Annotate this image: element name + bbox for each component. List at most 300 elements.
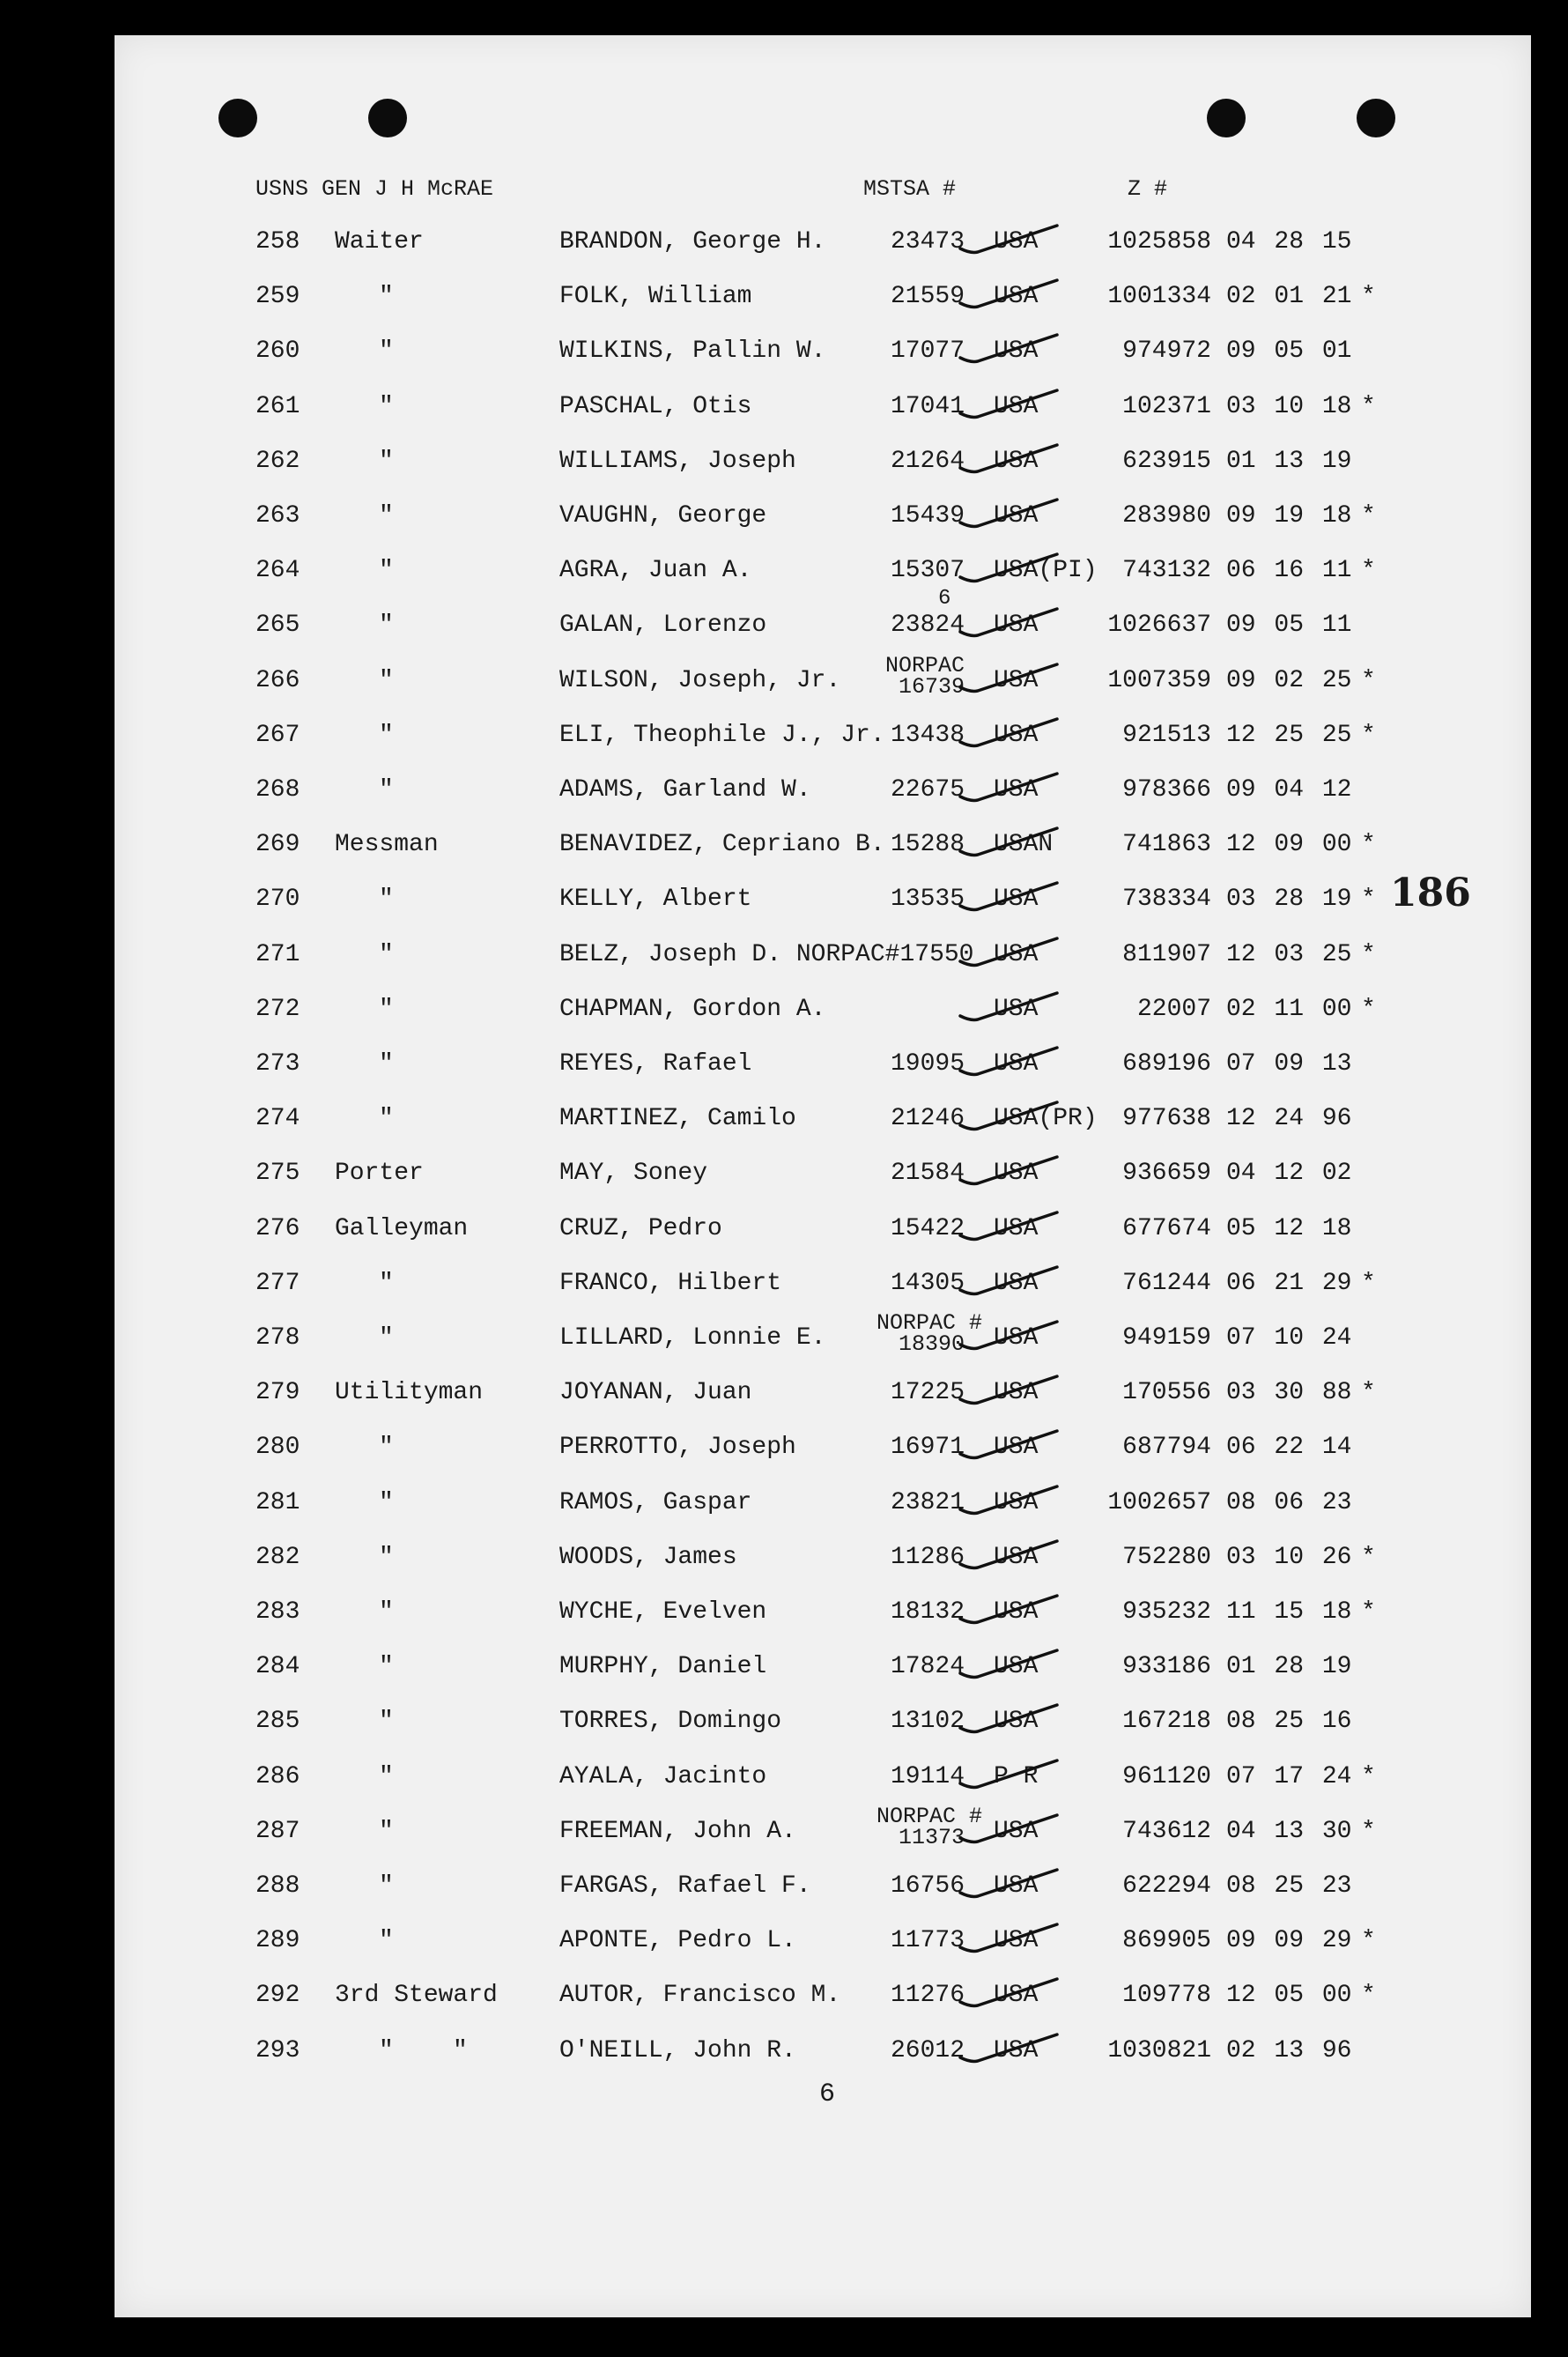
check-mark-icon <box>951 1260 1066 1304</box>
table-row <box>115 1872 1531 1926</box>
z-number: 949159 <box>1122 1324 1211 1352</box>
check-mark-icon <box>951 1698 1066 1742</box>
citizenship: USA <box>994 1543 1039 1571</box>
mstsa-number: 23824 <box>890 611 965 640</box>
citizenship: USAN <box>994 831 1054 859</box>
mstsa-number: 15422 <box>890 1214 965 1242</box>
page-number: 6 <box>819 2079 836 2109</box>
check-mark-icon <box>951 1589 1066 1633</box>
asterisk-mark: * <box>1361 721 1376 749</box>
row-number: 272 <box>255 995 300 1023</box>
table-row <box>115 1762 1531 1817</box>
table-row <box>115 1269 1531 1323</box>
birth-date: 11 15 18 <box>1226 1598 1352 1626</box>
mstsa-number: NORPAC # 11373 <box>876 1803 983 1850</box>
birth-date: 07 10 24 <box>1226 1324 1352 1352</box>
crew-name: CHAPMAN, Gordon A. <box>559 995 826 1023</box>
crew-name: MARTINEZ, Camilo <box>559 1105 796 1133</box>
mstsa-number: 21584 <box>890 1160 965 1188</box>
table-row <box>115 447 1531 501</box>
mstsa-number: 11276 <box>890 1982 965 2010</box>
row-number: 267 <box>255 721 300 749</box>
check-mark-stroke <box>960 1650 1057 1678</box>
z-number: 22007 <box>1136 995 1211 1023</box>
mstsa-number: 17041 <box>890 392 965 420</box>
table-row <box>115 1049 1531 1104</box>
rating: Galleyman <box>335 1214 469 1242</box>
check-mark-icon <box>951 1205 1066 1249</box>
check-mark-icon <box>951 1150 1066 1194</box>
check-mark-icon <box>951 328 1066 372</box>
crew-name: REYES, Rafael <box>559 1050 752 1078</box>
birth-date: 04 12 02 <box>1226 1160 1352 1188</box>
mstsa-number: 16971 <box>890 1434 965 1462</box>
punch-hole <box>1207 99 1246 137</box>
z-number: 1025858 <box>1107 228 1211 256</box>
rating: " <box>379 611 394 640</box>
z-number: 623915 <box>1122 447 1211 475</box>
check-mark-icon <box>951 1808 1066 1852</box>
crew-name: WOODS, James <box>559 1543 737 1571</box>
crew-name: CRUZ, Pedro <box>559 1214 722 1242</box>
citizenship: USA <box>994 1324 1039 1352</box>
row-number: 269 <box>255 831 300 859</box>
check-mark-icon <box>951 1643 1066 1687</box>
check-mark-icon <box>951 1917 1066 1961</box>
asterisk-mark: * <box>1361 1817 1376 1845</box>
birth-date: 05 12 18 <box>1226 1214 1352 1242</box>
check-mark-stroke <box>960 1924 1057 1952</box>
crew-name: AGRA, Juan A. <box>559 557 752 585</box>
rating: " <box>379 995 394 1023</box>
crew-name: KELLY, Albert <box>559 886 752 914</box>
mstsa-number: 19095 <box>890 1050 965 1078</box>
table-row <box>115 556 1531 611</box>
citizenship: USA <box>994 666 1039 694</box>
z-number: 978366 <box>1122 776 1211 804</box>
row-number: 289 <box>255 1927 300 1955</box>
z-number: 933186 <box>1122 1653 1211 1681</box>
mstsa-number: 21246 <box>890 1105 965 1133</box>
birth-date: 02 13 96 <box>1226 2036 1352 2064</box>
citizenship: USA <box>994 1872 1039 1900</box>
check-mark-icon <box>951 1315 1066 1359</box>
birth-date: 08 25 23 <box>1226 1872 1352 1900</box>
birth-date: 04 13 30 <box>1226 1817 1352 1845</box>
asterisk-mark: * <box>1361 1982 1376 2010</box>
mstsa-number: 15307 <box>890 557 965 585</box>
birth-date: 02 01 21 <box>1226 283 1352 311</box>
birth-date: 06 22 14 <box>1226 1434 1352 1462</box>
birth-date: 09 02 25 <box>1226 666 1352 694</box>
row-number: 264 <box>255 557 300 585</box>
table-row <box>115 501 1531 556</box>
rating: Messman <box>335 831 439 859</box>
check-mark-stroke <box>960 938 1057 966</box>
rating: " <box>379 1872 394 1900</box>
mstsa-number: 17077 <box>890 337 965 366</box>
row-number: 266 <box>255 666 300 694</box>
table-row <box>115 1433 1531 1487</box>
birth-date: 09 09 29 <box>1226 1927 1352 1955</box>
table-row <box>115 227 1531 282</box>
row-number: 260 <box>255 337 300 366</box>
birth-date: 02 11 00 <box>1226 995 1352 1023</box>
check-mark-stroke <box>960 1212 1057 1240</box>
table-row <box>115 1707 1531 1761</box>
birth-date: 12 03 25 <box>1226 940 1352 968</box>
z-number: 1001334 <box>1107 283 1211 311</box>
check-mark-stroke <box>960 335 1057 362</box>
check-mark-stroke <box>960 1815 1057 1842</box>
mstsa-number: 15288 <box>890 831 965 859</box>
birth-date: 09 05 01 <box>1226 337 1352 366</box>
rating: " <box>379 1105 394 1133</box>
check-mark-stroke <box>960 500 1057 527</box>
check-mark-stroke <box>960 2035 1057 2062</box>
table-row <box>115 1597 1531 1652</box>
check-mark-stroke <box>960 1322 1057 1349</box>
z-number: 741863 <box>1122 831 1211 859</box>
row-number: 262 <box>255 447 300 475</box>
column-header-mstsa: MSTSA # <box>863 176 957 202</box>
table-row <box>115 1159 1531 1213</box>
citizenship: USA <box>994 392 1039 420</box>
citizenship: USA <box>994 886 1039 914</box>
row-number: 279 <box>255 1379 300 1407</box>
table-row <box>115 885 1531 939</box>
z-number: 961120 <box>1122 1762 1211 1790</box>
crew-name: APONTE, Pedro L. <box>559 1927 796 1955</box>
table-row <box>115 1652 1531 1707</box>
birth-date: 12 05 00 <box>1226 1982 1352 2010</box>
check-mark-icon <box>951 219 1066 263</box>
citizenship: USA <box>994 502 1039 530</box>
asterisk-mark: * <box>1361 1598 1376 1626</box>
birth-date: 03 28 19 <box>1226 886 1352 914</box>
crew-name: O'NEILL, John R. <box>559 2036 796 2064</box>
row-number: 259 <box>255 283 300 311</box>
row-number: 271 <box>255 940 300 968</box>
mstsa-number: 13102 <box>890 1708 965 1736</box>
mstsa-number: 16756 <box>890 1872 965 1900</box>
mstsa-number: 18132 <box>890 1598 965 1626</box>
row-number: 276 <box>255 1214 300 1242</box>
citizenship: USA <box>994 721 1039 749</box>
check-mark-icon <box>951 1369 1066 1413</box>
asterisk-mark: * <box>1361 1379 1376 1407</box>
z-number: 283980 <box>1122 502 1211 530</box>
crew-name: FREEMAN, John A. <box>559 1817 796 1845</box>
asterisk-mark: * <box>1361 940 1376 968</box>
citizenship: USA <box>994 447 1039 475</box>
rating: " <box>379 392 394 420</box>
check-mark-icon <box>951 383 1066 427</box>
asterisk-mark: * <box>1361 283 1376 311</box>
citizenship: USA <box>994 283 1039 311</box>
crew-name: VAUGHN, George <box>559 502 767 530</box>
check-mark-stroke <box>960 719 1057 746</box>
z-number: 738334 <box>1122 886 1211 914</box>
check-mark-stroke <box>960 1870 1057 1897</box>
punch-hole <box>1357 99 1395 137</box>
table-row <box>115 392 1531 447</box>
table-row <box>115 940 1531 995</box>
rating: Utilityman <box>335 1379 484 1407</box>
check-mark-stroke <box>960 280 1057 308</box>
rating: Porter <box>335 1160 424 1188</box>
row-number: 277 <box>255 1269 300 1297</box>
check-mark-icon <box>951 1041 1066 1085</box>
rating: " <box>379 1488 394 1516</box>
table-row <box>115 337 1531 391</box>
rating: " <box>379 557 394 585</box>
asterisk-mark: * <box>1361 1269 1376 1297</box>
check-mark-stroke <box>960 554 1057 582</box>
check-mark-icon <box>951 657 1066 701</box>
check-mark-icon <box>951 712 1066 756</box>
birth-date: 06 21 29 <box>1226 1269 1352 1297</box>
crew-name: RAMOS, Gaspar <box>559 1488 752 1516</box>
z-number: 936659 <box>1122 1160 1211 1188</box>
z-number: 102371 <box>1122 392 1211 420</box>
mstsa-number: 17824 <box>890 1653 965 1681</box>
crew-name: MURPHY, Daniel <box>559 1653 767 1681</box>
rating: " <box>379 666 394 694</box>
citizenship: USA <box>994 611 1039 640</box>
mstsa-number: 23821 <box>890 1488 965 1516</box>
check-mark-icon <box>951 931 1066 975</box>
crew-name: JOYANAN, Juan <box>559 1379 752 1407</box>
birth-date: 09 19 18 <box>1226 502 1352 530</box>
table-row <box>115 1543 1531 1597</box>
z-number: 752280 <box>1122 1543 1211 1571</box>
z-number: 687794 <box>1122 1434 1211 1462</box>
citizenship: USA <box>994 995 1039 1023</box>
table-row <box>115 830 1531 885</box>
check-mark-icon <box>951 1863 1066 1907</box>
citizenship: USA(PR) <box>994 1105 1098 1133</box>
mstsa-number: 17225 <box>890 1379 965 1407</box>
check-mark-icon <box>951 547 1066 591</box>
check-mark-icon <box>951 1479 1066 1523</box>
check-mark-stroke <box>960 1102 1057 1130</box>
table-row <box>115 1488 1531 1543</box>
citizenship: USA <box>994 1488 1039 1516</box>
check-mark-stroke <box>960 390 1057 418</box>
table-row <box>115 282 1531 337</box>
rating: " <box>379 1598 394 1626</box>
check-mark-stroke <box>960 1048 1057 1075</box>
row-number: 274 <box>255 1105 300 1133</box>
row-number: 275 <box>255 1160 300 1188</box>
birth-date: 07 17 24 <box>1226 1762 1352 1790</box>
row-number: 282 <box>255 1543 300 1571</box>
asterisk-mark: * <box>1361 557 1376 585</box>
asterisk-mark: * <box>1361 392 1376 420</box>
row-number: 292 <box>255 1982 300 2010</box>
crew-name: BELZ, Joseph D. NORPAC#17550 <box>559 940 974 968</box>
birth-date: 03 30 88 <box>1226 1379 1352 1407</box>
row-number: 261 <box>255 392 300 420</box>
handwritten-correction: 6 <box>938 587 951 611</box>
check-mark-icon <box>951 493 1066 537</box>
check-mark-icon <box>951 2027 1066 2072</box>
check-mark-icon <box>951 602 1066 646</box>
ship-title: USNS GEN J H McRAE <box>255 176 494 202</box>
citizenship: USA <box>994 1817 1039 1845</box>
rating: " <box>379 337 394 366</box>
z-number: 689196 <box>1122 1050 1211 1078</box>
citizenship: USA <box>994 940 1039 968</box>
row-number: 286 <box>255 1762 300 1790</box>
citizenship: P R <box>994 1762 1039 1790</box>
rating: " " <box>379 2036 468 2064</box>
birth-date: 07 09 13 <box>1226 1050 1352 1078</box>
birth-date: 09 05 11 <box>1226 611 1352 640</box>
check-mark-stroke <box>960 1157 1057 1184</box>
row-number: 270 <box>255 886 300 914</box>
rating: " <box>379 1653 394 1681</box>
table-row <box>115 775 1531 830</box>
citizenship: USA <box>994 228 1039 256</box>
z-number: 1007359 <box>1107 666 1211 694</box>
row-number: 283 <box>255 1598 300 1626</box>
rating: " <box>379 1927 394 1955</box>
crew-name: GALAN, Lorenzo <box>559 611 767 640</box>
check-mark-icon <box>951 1753 1066 1797</box>
table-row <box>115 995 1531 1049</box>
crew-name: ELI, Theophile J., Jr. <box>559 721 885 749</box>
row-number: 293 <box>255 2036 300 2064</box>
birth-date: 03 10 26 <box>1226 1543 1352 1571</box>
table-row <box>115 721 1531 775</box>
citizenship: USA <box>994 1269 1039 1297</box>
rating: " <box>379 1434 394 1462</box>
row-number: 278 <box>255 1324 300 1352</box>
check-mark-stroke <box>960 828 1057 856</box>
z-number: 974972 <box>1122 337 1211 366</box>
table-row <box>115 1214 1531 1269</box>
check-mark-icon <box>951 876 1066 920</box>
rating: " <box>379 1762 394 1790</box>
mstsa-number: 14305 <box>890 1269 965 1297</box>
birth-date: 01 13 19 <box>1226 447 1352 475</box>
citizenship: USA <box>994 1214 1039 1242</box>
asterisk-mark: * <box>1361 1927 1376 1955</box>
rating: " <box>379 283 394 311</box>
row-number: 268 <box>255 776 300 804</box>
punch-hole <box>368 99 407 137</box>
asterisk-mark: * <box>1361 995 1376 1023</box>
crew-name: MAY, Soney <box>559 1160 708 1188</box>
crew-name: WILKINS, Pallin W. <box>559 337 826 366</box>
table-row <box>115 611 1531 665</box>
check-mark-stroke <box>960 664 1057 692</box>
citizenship: USA <box>994 1708 1039 1736</box>
citizenship: USA <box>994 776 1039 804</box>
birth-date: 06 16 11 <box>1226 557 1352 585</box>
z-number: 921513 <box>1122 721 1211 749</box>
table-row <box>115 1803 1531 1872</box>
rating: " <box>379 447 394 475</box>
mstsa-number: 21264 <box>890 447 965 475</box>
table-row <box>115 1981 1531 2035</box>
crew-name: LILLARD, Lonnie E. <box>559 1324 826 1352</box>
rating: " <box>379 1817 394 1845</box>
rating: 3rd Steward <box>335 1982 498 2010</box>
check-mark-icon <box>951 1972 1066 2016</box>
row-number: 265 <box>255 611 300 640</box>
crew-name: WYCHE, Evelven <box>559 1598 767 1626</box>
citizenship: USA <box>994 1434 1039 1462</box>
check-mark-stroke <box>960 1541 1057 1568</box>
citizenship: USA <box>994 1160 1039 1188</box>
crew-name: WILSON, Joseph, Jr. <box>559 666 841 694</box>
asterisk-mark: * <box>1361 831 1376 859</box>
table-row <box>115 1926 1531 1981</box>
mstsa-number: NORPAC # 18390 <box>876 1310 983 1357</box>
punch-hole <box>218 99 257 137</box>
check-mark-stroke <box>960 1705 1057 1732</box>
mstsa-number: 22675 <box>890 776 965 804</box>
z-number: 743612 <box>1122 1817 1211 1845</box>
rating: " <box>379 1543 394 1571</box>
mstsa-number: 21559 <box>890 283 965 311</box>
check-mark-stroke <box>960 774 1057 801</box>
check-mark-icon <box>951 767 1066 811</box>
crew-name: FRANCO, Hilbert <box>559 1269 782 1297</box>
check-mark-stroke <box>960 1760 1057 1788</box>
birth-date: 01 28 19 <box>1226 1653 1352 1681</box>
column-header-z: Z # <box>1128 176 1168 202</box>
rating: " <box>379 886 394 914</box>
z-number: 109778 <box>1122 1982 1211 2010</box>
citizenship: USA <box>994 1927 1039 1955</box>
citizenship: USA(PI) <box>994 557 1098 585</box>
document-page <box>115 35 1531 2317</box>
crew-name: WILLIAMS, Joseph <box>559 447 796 475</box>
mstsa-number: 26012 <box>890 2036 965 2064</box>
asterisk-mark: * <box>1361 886 1376 914</box>
citizenship: USA <box>994 1598 1039 1626</box>
table-row <box>115 1310 1531 1378</box>
z-number: 170556 <box>1122 1379 1211 1407</box>
birth-date: 12 09 00 <box>1226 831 1352 859</box>
z-number: 743132 <box>1122 557 1211 585</box>
z-number: 1026637 <box>1107 611 1211 640</box>
mstsa-number: 19114 <box>890 1762 965 1790</box>
row-number: 263 <box>255 502 300 530</box>
asterisk-mark: * <box>1361 1543 1376 1571</box>
z-number: 811907 <box>1122 940 1211 968</box>
z-number: 1030821 <box>1107 2036 1211 2064</box>
z-number: 869905 <box>1122 1927 1211 1955</box>
crew-name: PASCHAL, Otis <box>559 392 752 420</box>
crew-name: PERROTTO, Joseph <box>559 1434 796 1462</box>
check-mark-stroke <box>960 1979 1057 2006</box>
mstsa-number: 15439 <box>890 502 965 530</box>
z-number: 1002657 <box>1107 1488 1211 1516</box>
z-number: 167218 <box>1122 1708 1211 1736</box>
crew-name: ADAMS, Garland W. <box>559 776 811 804</box>
mstsa-number: 13535 <box>890 886 965 914</box>
check-mark-icon <box>951 986 1066 1030</box>
check-mark-stroke <box>960 609 1057 636</box>
birth-date: 12 24 96 <box>1226 1105 1352 1133</box>
rating: Waiter <box>335 228 424 256</box>
table-row <box>115 652 1531 721</box>
